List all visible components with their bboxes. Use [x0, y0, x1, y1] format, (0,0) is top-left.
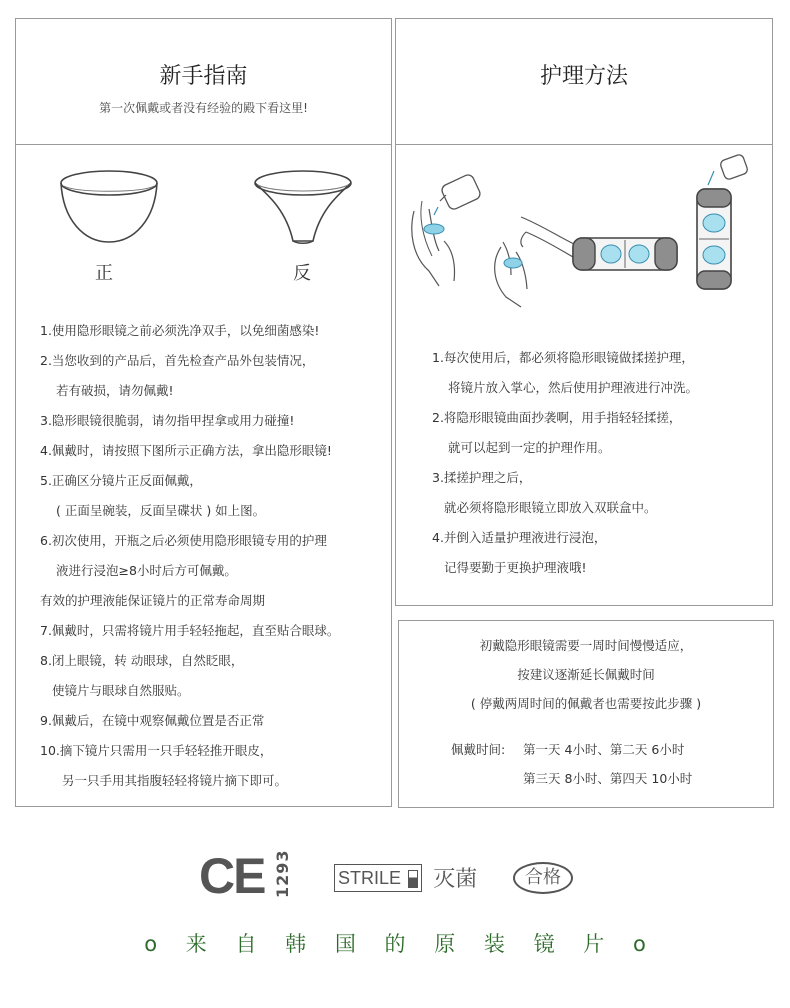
care-step: 就必须将隐形眼镜立即放入双联盒中。 — [444, 500, 657, 515]
bowl-front-illustration — [54, 165, 164, 245]
guide-step: 另一只手用其指腹轻轻将镜片摘下即可。 — [62, 773, 288, 788]
guide-step: 4.佩戴时，请按照下图所示正确方法，拿出隐形眼镜! — [40, 443, 332, 458]
guide-step: ( 正面呈碗装，反面呈碟状 ) 如上图。 — [56, 503, 266, 518]
care-content-box — [395, 144, 773, 606]
qualified-mark — [513, 862, 573, 894]
footer-char: 自 — [235, 932, 257, 956]
care-step: 1.每次使用后，都必须将隐形眼镜做揉搓护理， — [432, 350, 694, 365]
care-header-box — [395, 18, 773, 145]
sterile-mark — [334, 862, 477, 892]
footer-char: 装 — [483, 932, 505, 956]
double-case-vertical-illustration — [694, 151, 764, 291]
footer-char: 韩 — [285, 932, 307, 956]
bowl-front-label: 正 — [95, 263, 113, 284]
guide-step: 使镜片与眼球自然服贴。 — [52, 683, 190, 698]
guide-step: 10.摘下镜片只需用一只手轻轻推开眼皮， — [40, 743, 273, 758]
guide-step: 液进行浸泡≥8小时后方可佩戴。 — [56, 563, 237, 578]
guide-subtitle: 第一次佩戴或者没有经验的殿下看这里! — [99, 101, 308, 115]
guide-step: 6.初次使用，开瓶之后必须使用隐形眼镜专用的护理 — [40, 533, 327, 548]
qualified-text: 合格 — [525, 867, 561, 888]
guide-step: 7.佩戴时，只需将镜片用手轻轻拖起，直至贴合眼球。 — [40, 623, 340, 638]
ce-mark — [199, 848, 292, 904]
guide-header-box — [15, 18, 392, 145]
care-step: 就可以起到一定的护理作用。 — [448, 440, 611, 455]
bowl-back-label: 反 — [293, 263, 311, 284]
care-step: 4.并倒入适量护理液进行浸泡， — [432, 530, 607, 545]
thermometer-icon — [408, 870, 418, 888]
guide-step: 8.闭上眼镜，转 动眼球，自然眨眼， — [40, 653, 244, 668]
care-step: 记得要勤于更换护理液哦! — [444, 560, 587, 575]
care-step: 3.揉搓护理之后， — [432, 470, 532, 485]
origin-footer — [0, 928, 790, 958]
double-case-horizontal-illustration — [572, 237, 678, 271]
sterile-box — [334, 864, 422, 892]
footer-char: 来 — [185, 932, 207, 956]
guide-step: 若有破损，请勿佩戴! — [56, 383, 174, 398]
guide-step: 2.当您收到的产品后，首先检查产品外包装情况， — [40, 353, 315, 368]
adaptation-lines — [399, 631, 773, 718]
footer-char: 镜 — [533, 932, 555, 956]
schedule-line-1: 第一天 4小时、第二天 6小时 — [523, 742, 685, 757]
care-step: 将镜片放入掌心，然后使用护理液进行冲洗。 — [448, 380, 699, 395]
guide-step: 有效的护理液能保证镜片的正常寿命周期 — [40, 593, 266, 608]
guide-steps-list — [40, 316, 339, 796]
guide-step: 9.佩戴后，在镜中观察佩戴位置是否正常 — [40, 713, 265, 728]
care-steps-list — [432, 343, 698, 583]
footer-char: 片 — [583, 932, 605, 956]
adaptation-line: ( 停戴两周时间的佩戴者也需要按此步骤 ) — [470, 696, 702, 711]
schedule-label: 佩戴时间: — [451, 742, 506, 757]
adaptation-line: 初戴隐形眼镜需要一周时间慢慢适应， — [479, 638, 693, 653]
footer-char: 原 — [434, 932, 456, 956]
care-step: 2.将隐形眼镜曲面抄袭啊，用手指轻轻揉搓， — [432, 410, 682, 425]
guide-step: 3.隐形眼镜很脆弱，请勿指甲捏拿或用力碰撞! — [40, 413, 295, 428]
schedule-line-2: 第三天 8小时、第四天 10小时 — [523, 771, 693, 786]
sterile-text: STRILE — [338, 867, 402, 888]
bowl-back-illustration — [248, 165, 358, 245]
guide-content-box — [15, 144, 392, 807]
footer-char: o — [144, 932, 158, 956]
footer-char: 国 — [334, 932, 356, 956]
adaptation-box — [398, 620, 774, 808]
sterile-cn-text: 灭菌 — [433, 867, 478, 892]
care-title: 护理方法 — [539, 64, 628, 89]
guide-step: 5.正确区分镜片正反面佩戴， — [40, 473, 202, 488]
footer-char: 的 — [384, 932, 406, 956]
adaptation-line: 按建议逐渐延长佩戴时间 — [517, 667, 655, 682]
guide-title: 新手指南 — [159, 64, 248, 89]
ce-mark-text: CE — [199, 848, 265, 904]
guide-step: 1.使用隐形眼镜之前必须洗净双手，以免细菌感染! — [40, 323, 320, 338]
footer-char: o — [632, 932, 646, 956]
ce-number: 1293 — [273, 849, 292, 898]
